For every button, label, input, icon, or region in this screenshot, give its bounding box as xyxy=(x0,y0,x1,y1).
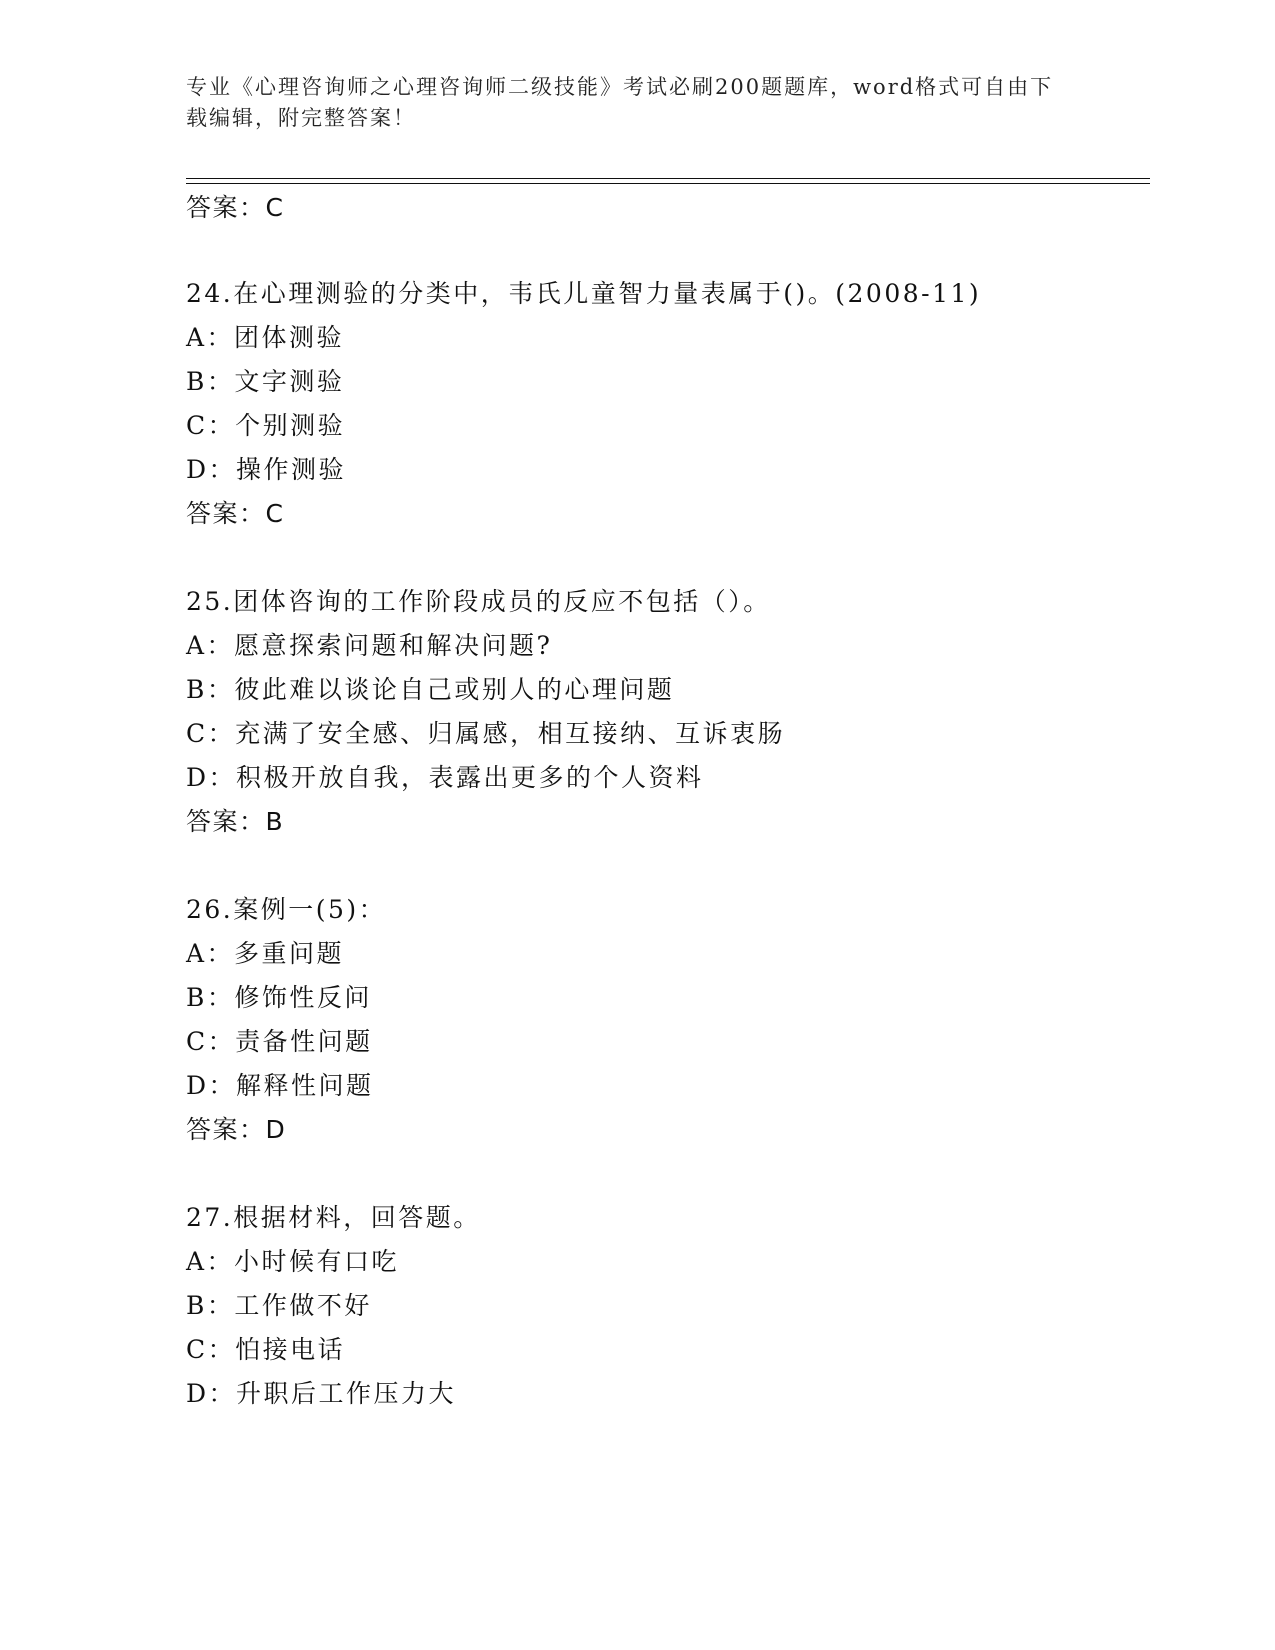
question-stem: 25.团体咨询的工作阶段成员的反应不包括（）。 xyxy=(186,587,771,616)
option-b: B：修饰性反问 xyxy=(186,983,372,1012)
answer-line: 答案：D xyxy=(186,1115,287,1144)
option-c: C：充满了安全感、归属感，相互接纳、互诉衷肠 xyxy=(186,719,786,748)
answer-line: 答案：C xyxy=(186,499,285,528)
option-a: A：多重问题 xyxy=(186,939,345,968)
option-c: C：怕接电话 xyxy=(186,1335,346,1364)
document-header: 专业《心理咨询师之心理咨询师二级技能》考试必刷200题题库，word格式可自由下载编辑，附完整答案！ xyxy=(186,75,1054,130)
answer-line: 答案：B xyxy=(186,807,285,836)
header-divider-bottom xyxy=(186,183,1150,184)
option-d: D：积极开放自我，表露出更多的个人资料 xyxy=(186,763,704,792)
question-stem: 24.在心理测验的分类中，韦氏儿童智力量表属于()。(2008-11) xyxy=(186,279,982,308)
option-b: B：工作做不好 xyxy=(186,1291,372,1320)
question-stem: 27.根据材料，回答题。 xyxy=(186,1203,481,1232)
question-stem: 26.案例一(5)： xyxy=(186,895,387,924)
answer-line: 答案：C xyxy=(186,193,285,222)
header-divider-top xyxy=(186,178,1150,179)
option-a: A：团体测验 xyxy=(186,323,345,352)
option-a: A：愿意探索问题和解决问题? xyxy=(186,631,553,660)
option-b: B：文字测验 xyxy=(186,367,345,396)
option-d: D：解释性问题 xyxy=(186,1071,374,1100)
option-c: C：责备性问题 xyxy=(186,1027,373,1056)
option-d: D：升职后工作压力大 xyxy=(186,1379,457,1408)
option-a: A：小时候有口吃 xyxy=(186,1247,400,1276)
option-b: B：彼此难以谈论自己或别人的心理问题 xyxy=(186,675,675,704)
option-d: D：操作测验 xyxy=(186,455,347,484)
option-c: C：个别测验 xyxy=(186,411,346,440)
